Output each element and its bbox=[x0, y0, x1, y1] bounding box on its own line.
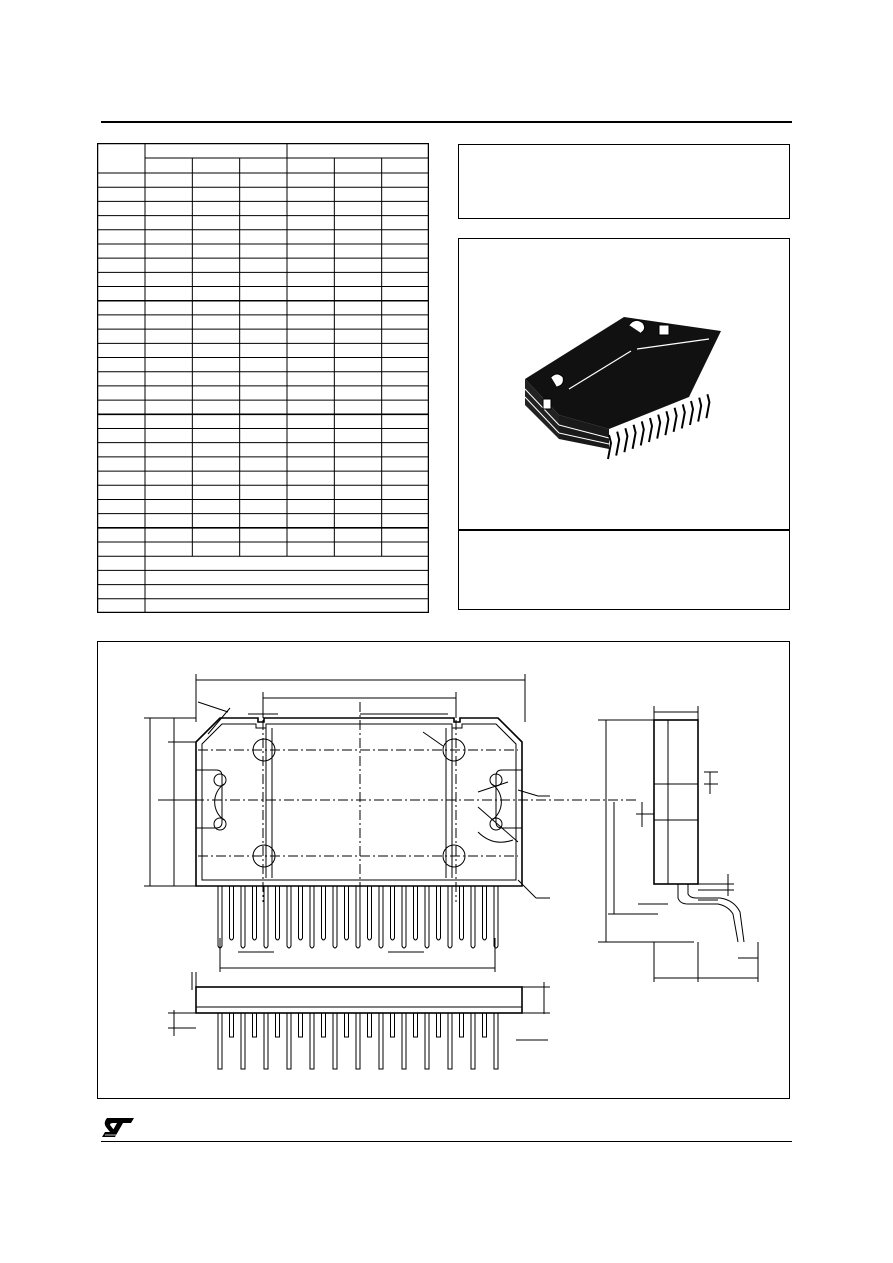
mechanical-drawing bbox=[98, 642, 788, 1097]
header-rule bbox=[101, 121, 792, 123]
package-3d-illustration bbox=[459, 239, 788, 529]
photo-caption-divider bbox=[459, 529, 789, 531]
info-box-top bbox=[458, 144, 790, 219]
package-photo-box bbox=[458, 238, 790, 610]
footer-rule bbox=[101, 1141, 792, 1142]
st-logo-icon bbox=[101, 1116, 135, 1138]
dimension-table bbox=[97, 143, 429, 613]
mechanical-drawing-box bbox=[97, 641, 790, 1099]
